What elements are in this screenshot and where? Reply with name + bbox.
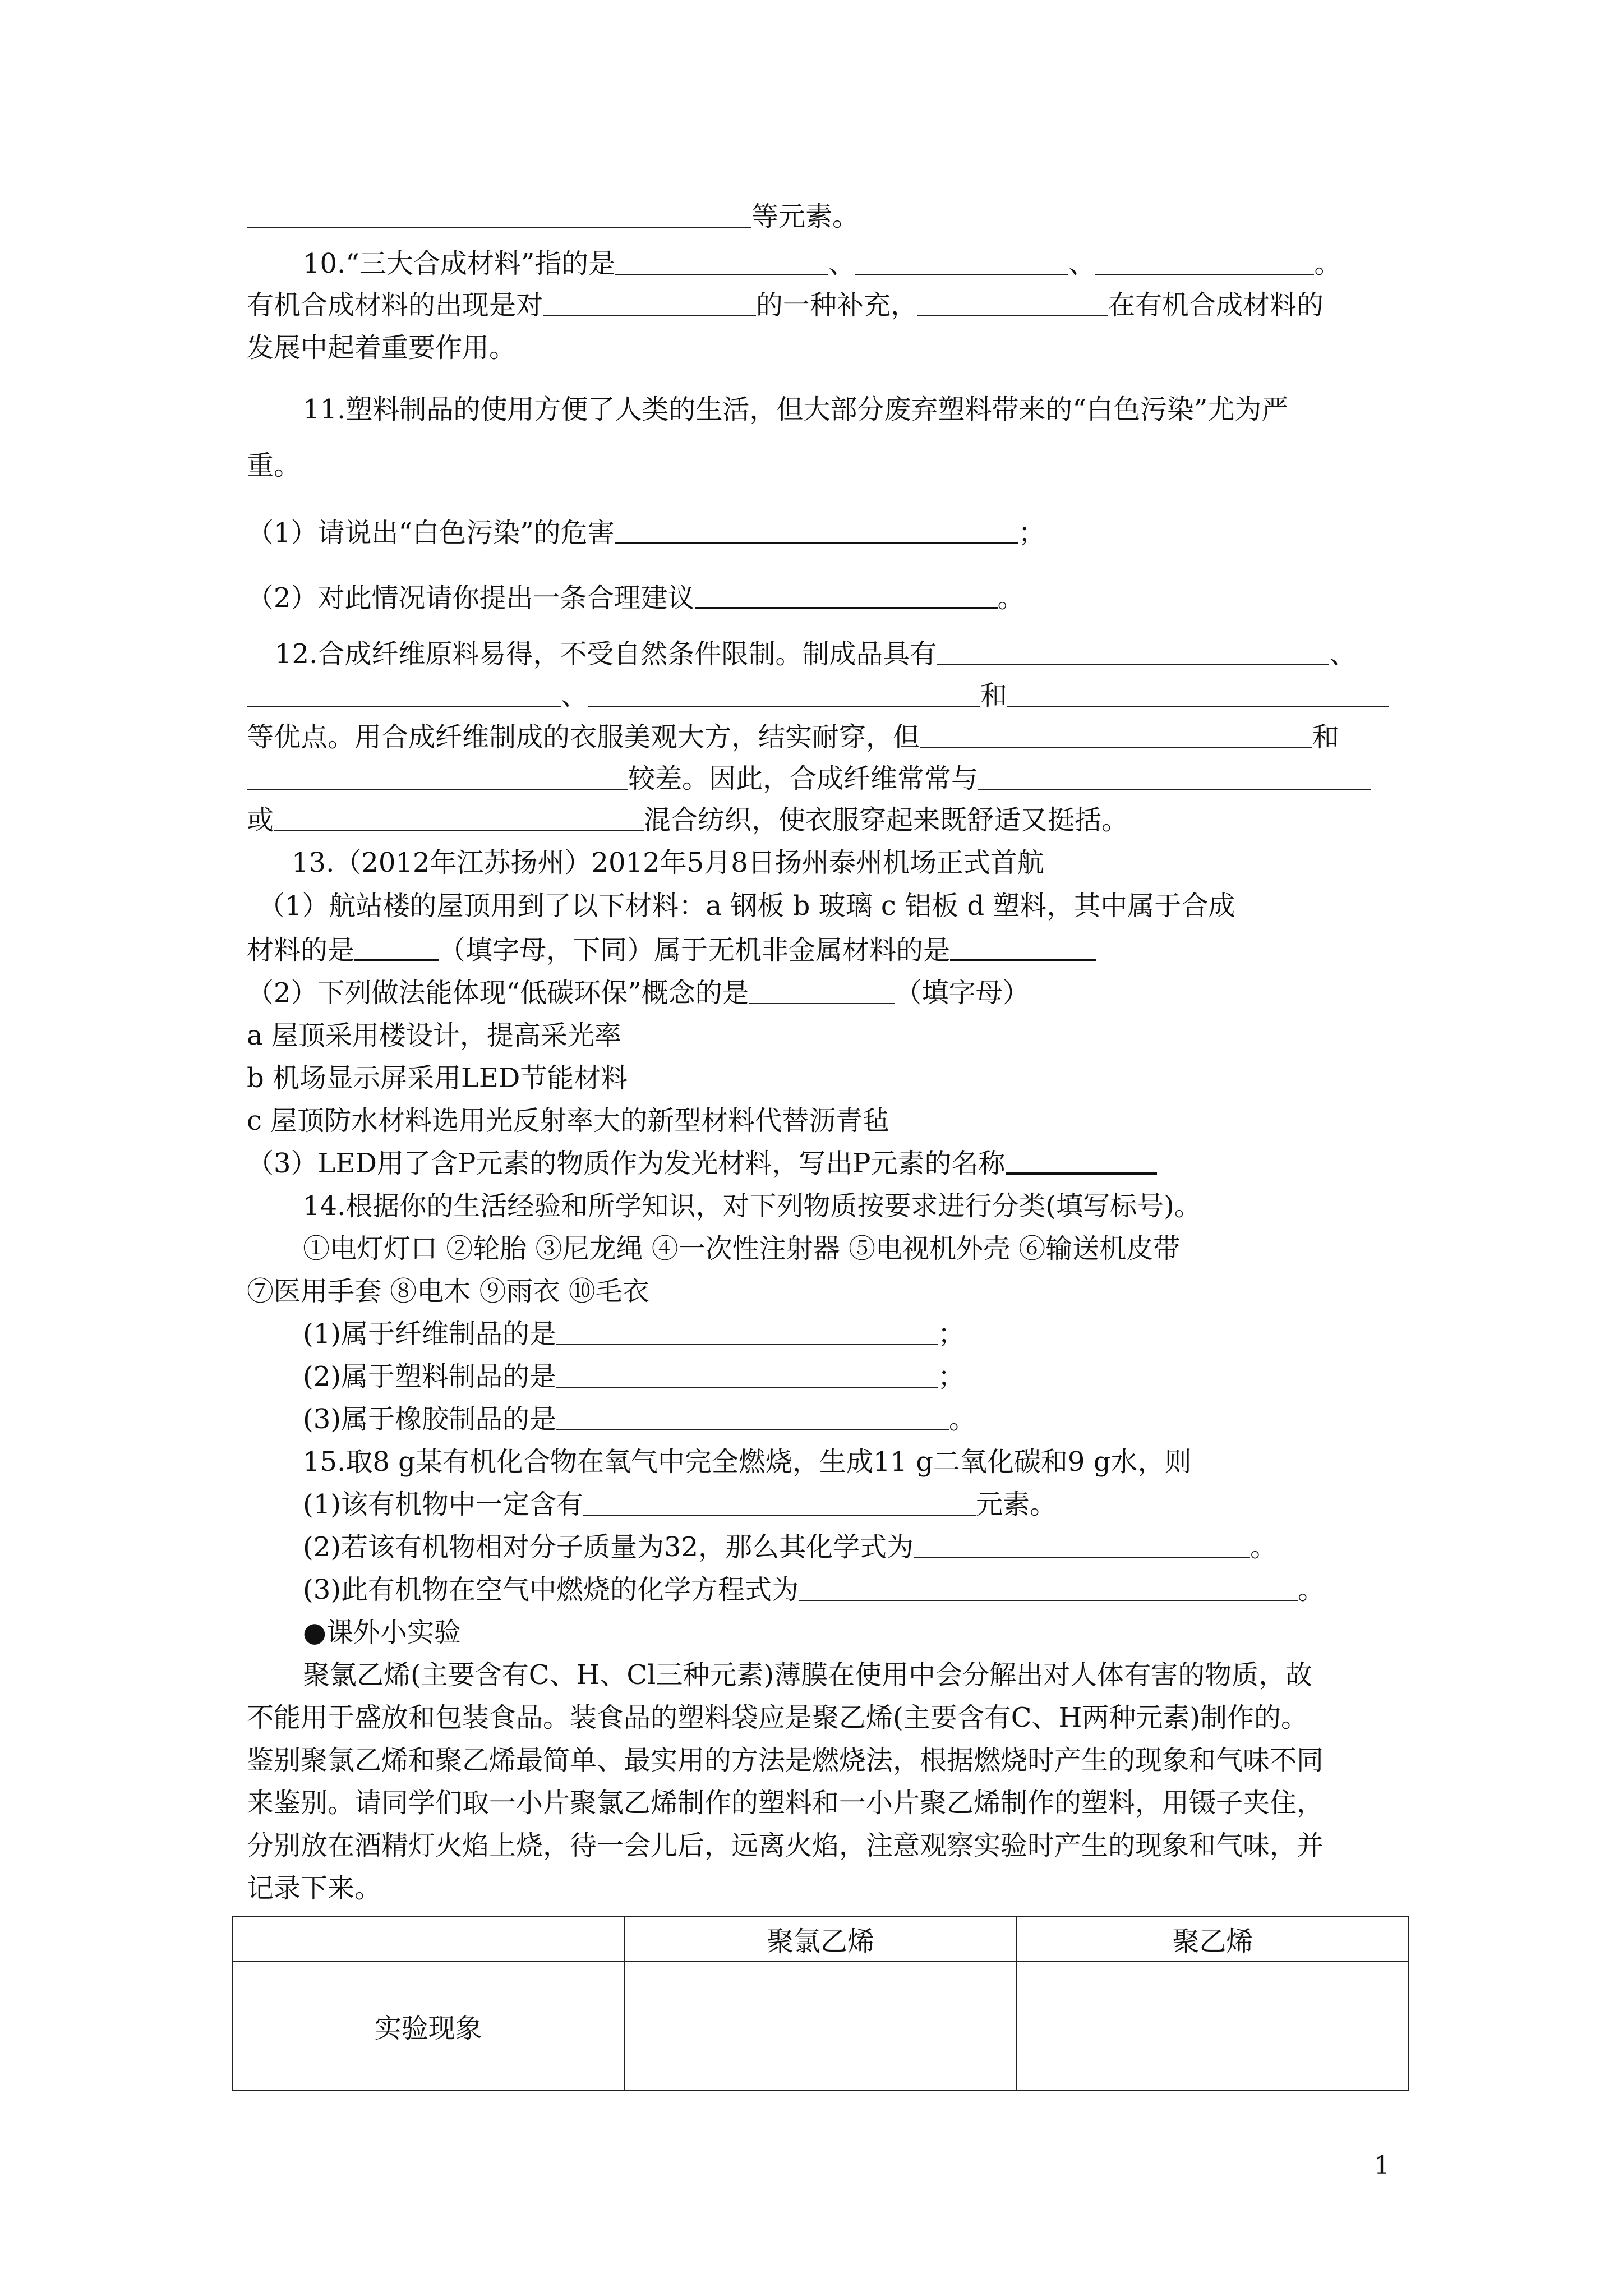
question-12-line-3: 等优点。用合成纤维制成的衣服美观大方，结实耐穿，但 和 xyxy=(247,721,1340,753)
paragraph-line-1: 聚氯乙烯(主要含有C、H、Cl三种元素)薄膜在使用中会分解出对人体有害的物质，故 xyxy=(303,1659,1313,1691)
line-01: 等元素。 xyxy=(247,200,859,233)
question-13-option-b: b 机场显示屏采用LED节能材料 xyxy=(247,1062,628,1094)
question-14-part-2: (2)属于塑料制品的是 ； xyxy=(303,1361,965,1392)
paragraph-line-3: 鉴别聚氯乙烯和聚乙烯最简单、最实用的方法是燃烧法，根据燃烧时产生的现象和气味不同 xyxy=(247,1745,1324,1776)
question-15-title: 15.取8 g某有机化合物在氧气中完全燃烧，生成11 g二氧化碳和9 g水，则 xyxy=(303,1446,1192,1478)
paragraph-line-5: 分别放在酒精灯火焰上烧，待一会儿后，远离火焰，注意观察实验时产生的现象和气味，并 xyxy=(247,1830,1324,1861)
question-12-line-1: 12.合成纤维原料易得，不受自然条件限制。制成品具有 、 xyxy=(275,638,1357,670)
question-15-part-3: (3)此有机物在空气中燃烧的化学方程式为 。 xyxy=(303,1574,1325,1605)
question-14-title: 14.根据你的生活经验和所学知识，对下列物质按要求进行分类(填写标号)。 xyxy=(303,1190,1201,1222)
question-14-items-1: ①电灯灯口 ②轮胎 ③尼龙绳 ④一次性注射器 ⑤电视机外壳 ⑥输送机皮带 xyxy=(303,1233,1181,1264)
section-heading: ●课外小实验 xyxy=(303,1617,461,1648)
question-12-line-2: 、 和 xyxy=(247,679,1389,712)
question-13-part-3: （3）LED用了含P元素的物质作为发光材料，写出P元素的名称 xyxy=(247,1147,1157,1180)
table-cell-pvc[interactable] xyxy=(624,1961,1016,2090)
question-12-line-4: 较差。因此，合成纤维常常与 xyxy=(247,762,1371,795)
paragraph-line-4: 来鉴别。请同学们取一小片聚氯乙烯制作的塑料和一小片聚乙烯制作的塑料，用镊子夹住， xyxy=(247,1787,1324,1819)
table-header-pe: 聚乙烯 xyxy=(1017,1916,1409,1961)
question-10-line-1: 10.“三大合成材料”指的是 、 、 。 xyxy=(303,248,1341,279)
question-13-part-1: （1）航站楼的屋顶用到了以下材料：a 钢板 b 玻璃 c 铝板 d 塑料，其中属于合成 xyxy=(258,890,1235,922)
question-12-line-5: 或 混合纺织，使衣服穿起来既舒适又挺括。 xyxy=(247,804,1129,836)
question-11-part-2: （2）对此情况请你提出一条合理建议 。 xyxy=(247,582,1025,614)
paragraph-line-2: 不能用于盛放和包装食品。装食品的塑料袋应是聚乙烯(主要含有C、H两种元素)制作的。 xyxy=(247,1702,1308,1733)
table-header-pvc: 聚氯乙烯 xyxy=(624,1916,1016,1961)
page-number: 1 xyxy=(1374,2151,1390,2180)
question-13-part-1-cont: 材料的是 （填字母，下同）属于无机非金属材料的是 xyxy=(247,933,1096,967)
question-10-line-3: 发展中起着重要作用。 xyxy=(247,332,517,364)
question-14-part-1: (1)属于纤维制品的是 ； xyxy=(303,1318,965,1350)
paragraph-line-6: 记录下来。 xyxy=(247,1872,382,1904)
table-cell-pe[interactable] xyxy=(1017,1961,1409,2090)
question-14-part-3: (3)属于橡胶制品的是 。 xyxy=(303,1404,976,1435)
question-10-line-2: 有机合成材料的出现是对 的一种补充， 在有机合成材料的 xyxy=(247,289,1324,321)
question-15-part-1: (1)该有机物中一定含有 元素。 xyxy=(303,1489,1057,1520)
question-13-option-a: a 屋顶采用楼设计，提高采光率 xyxy=(247,1020,621,1051)
question-13-title: 13.（2012年江苏扬州）2012年5月8日扬州泰州机场正式首航 xyxy=(292,847,1044,878)
question-11-line-2: 重。 xyxy=(247,450,301,481)
table-header-empty xyxy=(232,1916,624,1961)
question-13-option-c: c 屋顶防水材料选用光反射率大的新型材料代替沥青毡 xyxy=(247,1105,890,1137)
question-13-part-2: （2）下列做法能体现“低碳环保”概念的是 （填字母） xyxy=(247,977,1030,1009)
experiment-table xyxy=(232,1916,1409,2091)
table-row-label: 实验现象 xyxy=(232,1961,624,2090)
question-14-items-2: ⑦医用手套 ⑧电木 ⑨雨衣 ⑩毛衣 xyxy=(247,1276,649,1307)
question-15-part-2: (2)若该有机物相对分子质量为32，那么其化学式为 。 xyxy=(303,1531,1278,1563)
question-11-part-1: （1）请说出“白色污染”的危害 ； xyxy=(247,517,1045,549)
question-11-line-1: 11.塑料制品的使用方便了人类的生活，但大部分废弃塑料带来的“白色污染”尤为严 xyxy=(303,394,1289,425)
